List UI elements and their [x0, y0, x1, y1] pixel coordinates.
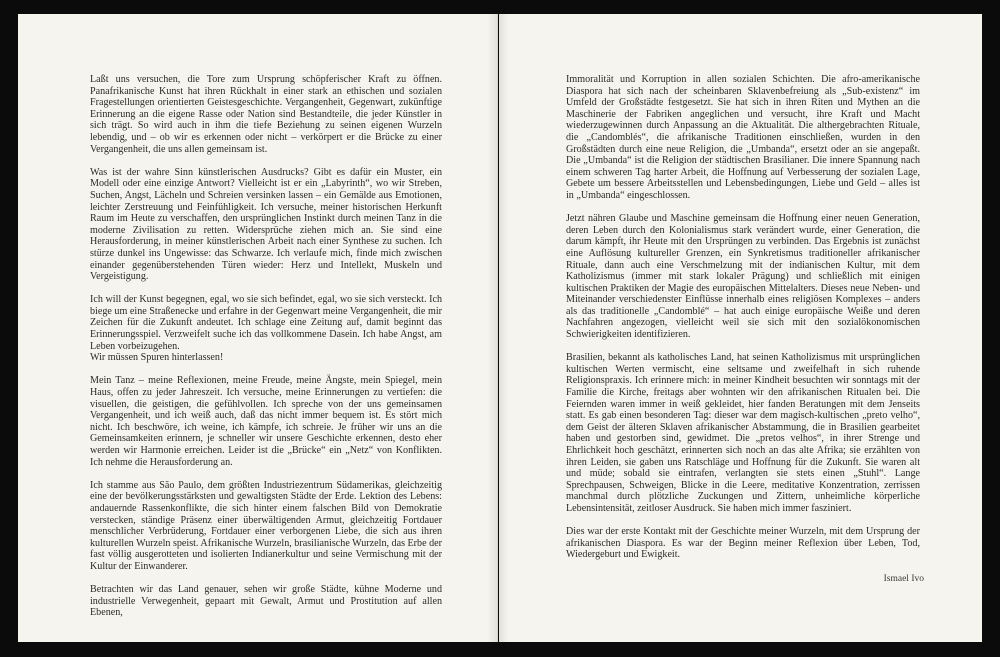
paragraph: Ich will der Kunst begegnen, egal, wo sie sich befindet, egal, wo sie sich versteckt. Ich biege um eine Straßenecke und erfahre in der Gegenwart meine Vergangenheit, die mir Zeichen für die Zukunft andeutet. Ich schlage eine Zeitung auf, damit beginnt das Erinnerungsspiel. Verzweifelt suche ich das vollkommene Dasein. Ich habe Angst, am Leben vorbeizugehen. Wir müssen Spuren hinterlassen! [90, 294, 442, 364]
paragraph: Ich stamme aus São Paulo, dem größten Industriezentrum Südamerikas, gleichzeitig eine der bevölkerungsstärksten und gewaltigsten Städte der Erde. Lektion des Lebens: andauernde Rassenkonflikte, die sich hinter einem falschen Bild von Demokratie verstecken, ständige Präsenz einer überwältigenden Armut, gleichzeitig Fortdauer menschlicher Verbrüderung, Fortdauer einer verborgenen Liebe, die sich aus ihren kulturellen Wurzeln speist. Afrikanische Wurzeln, brasilianische Wurzeln, das Erbe der fast völlig ausgerotteten und isolierten Indianerkultur und seine Vermischung mit der Kultur der Einwanderer. [90, 479, 442, 572]
paragraph: Immoralität und Korruption in allen sozialen Schichten. Die afro-amerikanische Diaspora hat sich nach der scheinbaren Sklavenbefreiung als „Sub-existenz“ im Umfeld der Großstädte festgesetzt. Sie hat sich in ihren Riten und Mythen an die Maschinerie der Fabriken angeglichen und versucht, ihre Kraft und Macht wiederzugewinnen durch Anpassung an die Aktualität. Die althergebrachten Rituale, die „Candomblés“, die afrikanische Traditionen einschließen, wurden in den Großstädten durch eine neue Religion, die „Umbanda“, ersetzt oder an sie angepaßt. Die „Umbanda“ ist die Religion der städtischen Brasilianer. Die innere Spannung nach einem schweren Tag harter Arbeit, die Hoffnung auf Verbesserung der sozialen Lage, Gebete um bessere Arbeitsstellen und Lebensbedingungen, Liebe und Geld – alles ist in „Umbanda“ eingeschlossen. [566, 74, 920, 201]
gutter-shadow [487, 14, 497, 642]
right-page [499, 14, 982, 642]
paragraph: Brasilien, bekannt als katholisches Land, hat seinen Katholizismus mit ursprünglichen kultischen Werten vermischt, eine seltsame und zweifelhaft in sich ruhende Religionspraxis. Ich erinnere mich: in meiner Kindheit besuchten wir sonntags mit der Familie die Kirche, freitags aber wohnten wir den afrikanischen Ritualen bei. Die Feiernden waren immer in weiß gekleidet, hier fanden Beratungen mit dem Jenseits statt. Es gab einen besonderen Tag: dieser war dem magisch-kultischen „preto velho“, dem Geist der älteren Sklaven afrikanischer Abstammung, die in Brasilien gearbeitet haben und gestorben sind, gewidmet. Die „pretos velhos“, in ihrer Strenge und Ehrlichkeit hoch geschätzt, erinnerten sich noch an das alte Afrika; sie erzählten von ihren Leiden, sie gaben uns Ratschläge und Hoffnung für die Zukunft. Sie waren alt und müde; sobald sie eintrafen, verlangten sie stets einen „Stuhl“. Lange Sprechpausen, Schweigen, Blicke in die Leere, meditative Konzentration, zerrissen manchmal durch plötzliche Zuckungen und Zittern, unheimliche körperliche Lebensintensität, zeitloser Ausdruck. Sie haben mich immer fasziniert. [566, 352, 920, 514]
paragraph: Betrachten wir das Land genauer, sehen wir große Städte, kühne Moderne und industrielle Verwegenheit, gepaart mit Gewalt, Armut und Prostitution auf allen Ebenen, [90, 584, 442, 619]
author-signature: Ismael Ivo [883, 574, 924, 584]
paragraph: Dies war der erste Kontakt mit der Geschichte meiner Wurzeln, mit dem Ursprung der afrikanischen Diaspora. Es war der Beginn meiner Reflexion über Leben, Tod, Wiedergeburt und Ewigkeit. [566, 526, 920, 561]
left-text-column [90, 74, 442, 631]
right-text-column [566, 74, 920, 573]
left-page [18, 14, 498, 642]
book-spread [18, 14, 982, 642]
gutter-shadow [499, 14, 509, 642]
paragraph: Jetzt nähren Glaube und Maschine gemeinsam die Hoffnung einer neuen Generation, deren Leben durch den Kolonialismus stark verändert wurde, einer Generation, die darum kämpft, ihr Heute mit den Ursprüngen zu verbinden. Das Ergebnis ist zunächst eine Auflösung kultureller Grenzen, ein Synkretismus traditioneller afrikanischer Rituale, dann auch eine Verschmelzung mit der indianischen Kultur, mit dem Katholizismus (immer mit stark lokaler Prägung) und schließlich mit einigen kultischen Praktiken der Magie des europäischen Mittelalters. Dieses neue Neben- und Miteinander verschiedenster Einflüsse innerhalb eines religiösen Komplexes – anders als das traditionelle „Candomblé“ – hat auch einige europäische Weiße und deren Nachfahren angezogen, vielleicht weil sie sich mit den sozialökonomischen Schwierigkeiten identifizieren. [566, 213, 920, 341]
paragraph: Laßt uns versuchen, die Tore zum Ursprung schöpferischer Kraft zu öffnen. Panafrikanische Kunst hat ihren Rückhalt in einer stark an ethischen und sozialen Fragestellungen orientierten Geistesgeschichte. Vergangenheit, Gegenwart, zukünftige Erinnerung an die eigene Rasse oder Nation sind Bestandteile, die jeder Künstler in sich trägt. So wird auch in ihm die tiefe Beziehung zu seinen eigenen Wurzeln lebendig, und – ob wir es erkennen oder nicht – verkörpert er die Brücke zu einer Vergangenheit, die uns allen gemeinsam ist. [90, 74, 442, 155]
paragraph: Was ist der wahre Sinn künstlerischen Ausdrucks? Gibt es dafür ein Muster, ein Modell oder eine einzige Antwort? Vielleicht ist er ein „Labyrinth“, wo wir Streben, Suchen, Angst, Lächeln und Schreien versinken lassen – ein Gemälde aus Emotionen, leichter Zerstreuung und Feinfühligkeit. Ich versuche, meiner historischen Herkunft Raum im Heute zu verschaffen, den ursprünglichen Instinkt durch meinen Tanz in die moderne Zivilisation zu retten. Widersprüche ziehen mich an. Sie sind eine Herausforderung, in meiner künstlerischen Arbeit nach einer Synthese zu suchen. Ich stürze dunkel ins Ungewisse: das Schwarze. Ich verlaufe mich, finde mich zwischen einander gegenüberstehenden Türen wieder: Herz und Intellekt, Muskeln und Vergeistigung. [90, 166, 442, 283]
paragraph: Mein Tanz – meine Reflexionen, meine Freude, meine Ängste, mein Spiegel, mein Haus, offen zu jeder Jahreszeit. Ich versuche, meine Erinnerungen zu vertiefen: die visuellen, die geistigen, die gefühlvollen. Ich spreche von der uns gemeinsamen Vergangenheit, und ich weiß auch, daß das nicht immer bequem ist. Es stört mich nicht. Ich beschwöre, ich weine, ich kämpfe, ich schreie. Je früher wir uns an die Gemeinsamkeiten erinnern, je schneller wir unsere Geschichte erkennen, desto eher werden wir Harmonie erreichen. Leider ist die „Brücke“ ein „Netz“ von Konflikten. Ich nehme die Herausforderung an. [90, 375, 442, 468]
